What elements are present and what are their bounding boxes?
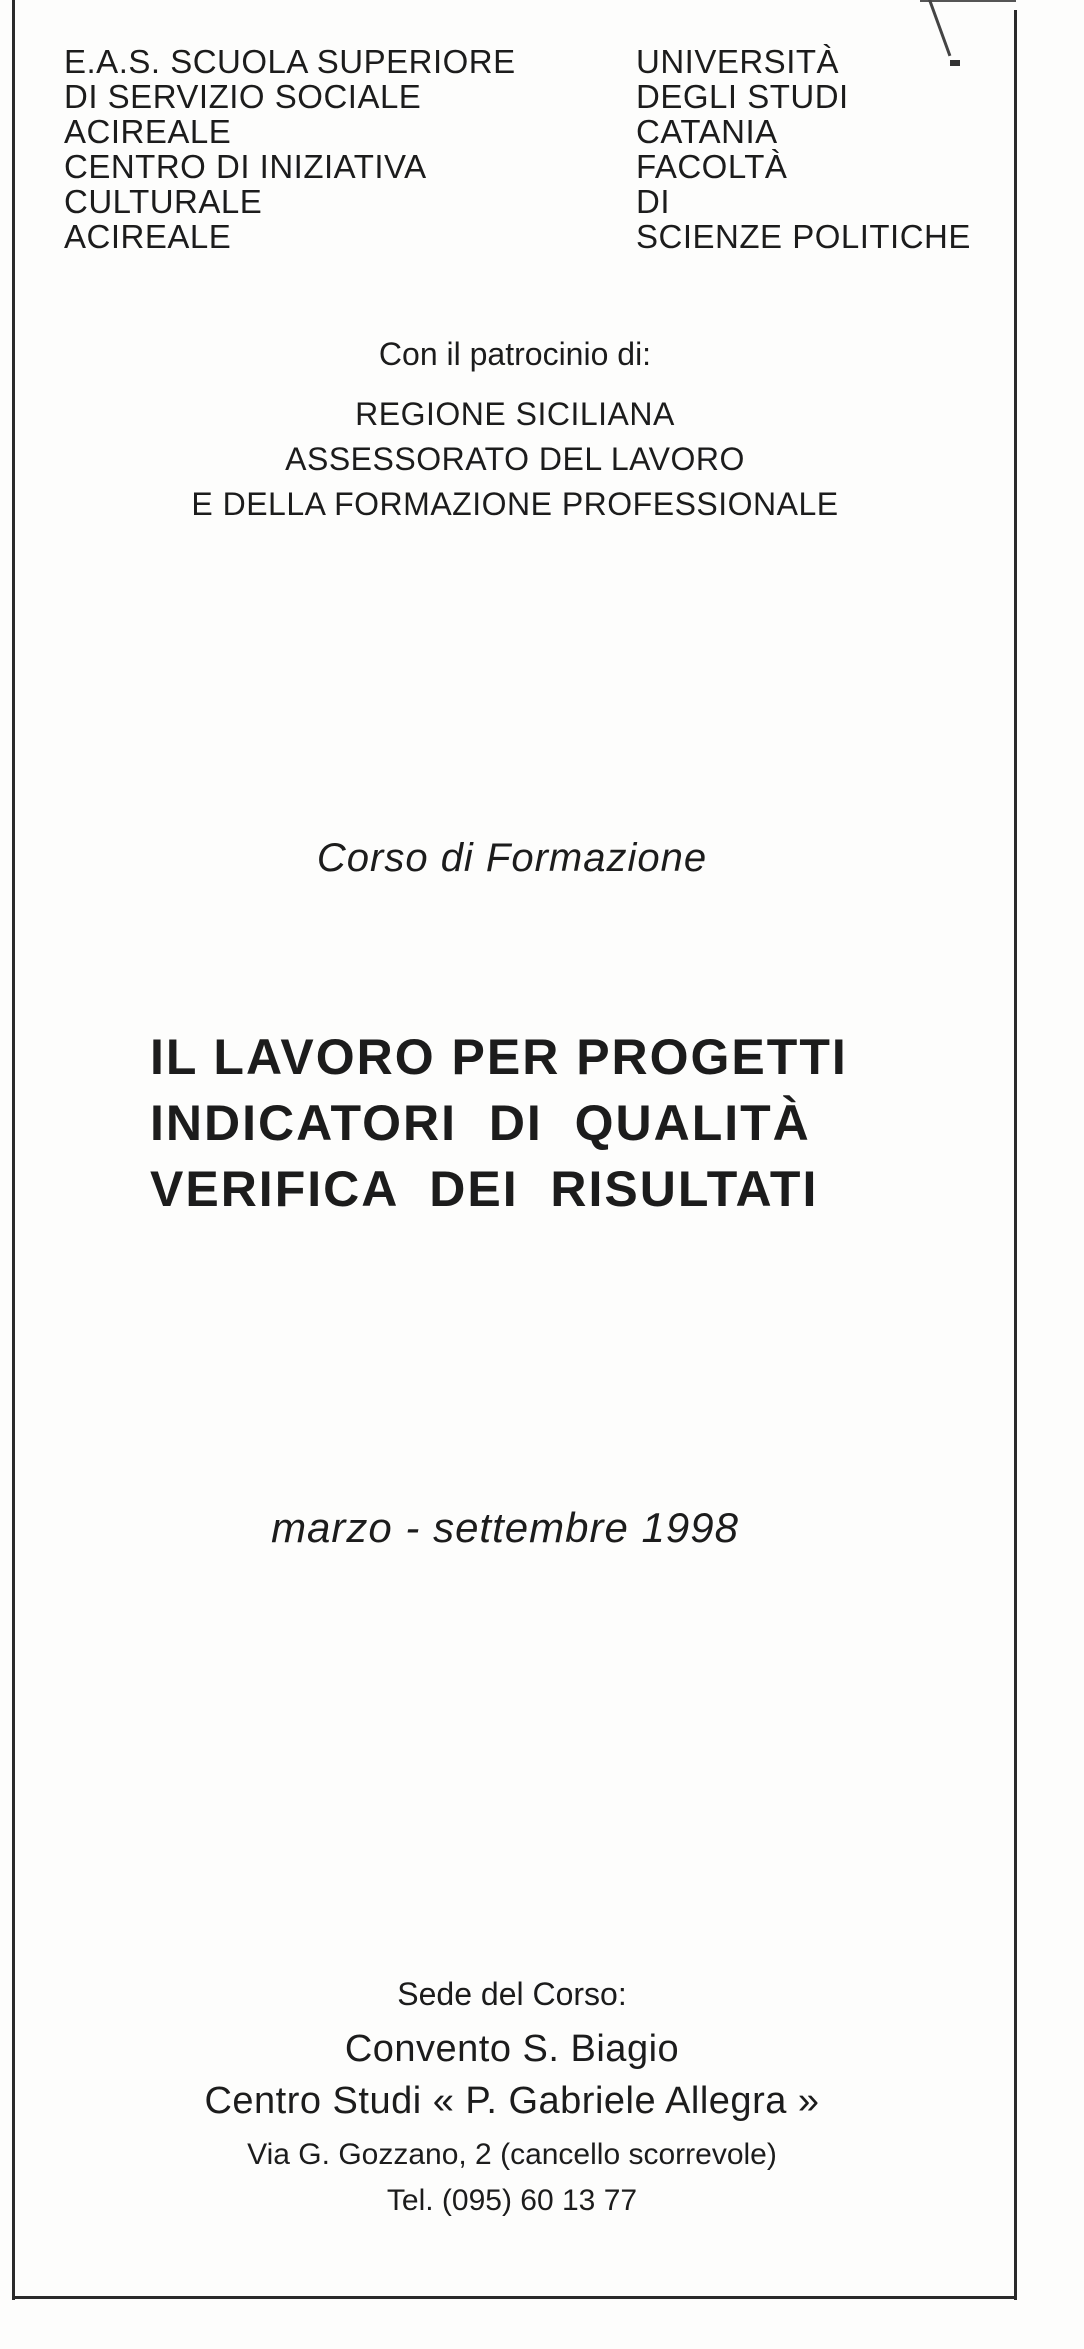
organizer-right-line: SCIENZE POLITICHE (636, 218, 971, 255)
organizer-right-line: CATANIA (636, 113, 778, 150)
scan-border-top (920, 0, 1016, 2)
venue-name: Convento S. Biagio (344, 2028, 680, 2070)
venue-phone: Tel. (095) 60 13 77 (386, 2184, 638, 2217)
scan-border-bottom (12, 2296, 1016, 2299)
course-dates: marzo - settembre 1998 (271, 1504, 739, 1551)
course-title-line: INDICATORI DI QUALITÀ (150, 1095, 811, 1151)
organizer-right-line: FACOLTÀ (636, 148, 788, 185)
organizer-left-line: CENTRO DI INIZIATIVA (64, 148, 427, 185)
patronage-label: Con il patrocinio di: (378, 336, 652, 372)
venue-label: Sede del Corso: (397, 1976, 627, 2012)
course-title (150, 1024, 848, 1222)
patron-line: REGIONE SICILIANA (355, 396, 675, 432)
patron-line: ASSESSORATO DEL LAVORO (285, 441, 745, 477)
patron-line: E DELLA FORMAZIONE PROFESSIONALE (191, 486, 839, 522)
course-title-line: IL LAVORO PER PROGETTI (150, 1029, 848, 1085)
organizer-left-line: CULTURALE (64, 183, 263, 220)
organizer-right-line: DI (636, 183, 670, 220)
course-title-line: VERIFICA DEI RISULTATI (150, 1161, 819, 1217)
venue-centre: Centro Studi « P. Gabriele Allegra » (204, 2080, 820, 2122)
organizer-right (636, 44, 971, 254)
organizer-left (64, 44, 516, 254)
patron-block (0, 392, 1030, 527)
course-type: Corso di Formazione (316, 836, 708, 880)
organizer-left-line: E.A.S. SCUOLA SUPERIORE (64, 43, 516, 80)
organizer-left-line: ACIREALE (64, 218, 232, 255)
organizer-left-line: ACIREALE (64, 113, 232, 150)
organizer-left-line: DI SERVIZIO SOCIALE (64, 78, 422, 115)
organizer-right-line: DEGLI STUDI (636, 78, 849, 115)
venue-address: Via G. Gozzano, 2 (cancello scorrevole) (247, 2138, 777, 2171)
organizer-right-line: UNIVERSITÀ (636, 43, 840, 80)
